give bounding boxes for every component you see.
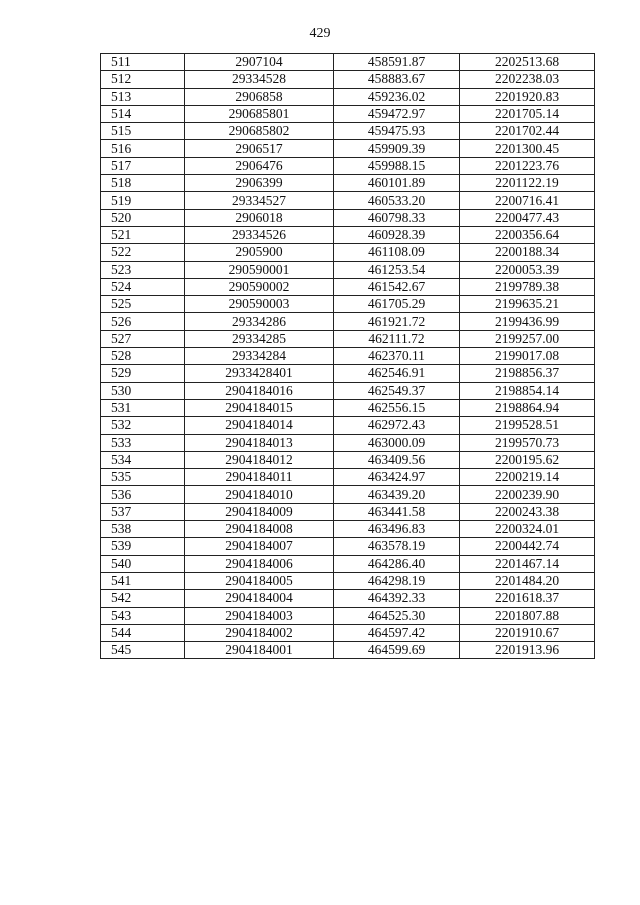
point-number-cell: 532 [101, 417, 185, 434]
y-coordinate-cell: 2201910.67 [460, 624, 595, 641]
table-row [101, 503, 595, 520]
point-id-cell: 2904184002 [185, 624, 334, 641]
y-coordinate-cell: 2201705.14 [460, 105, 595, 122]
x-coordinate-cell: 464597.42 [334, 624, 460, 641]
page-number: 429 [309, 26, 331, 41]
table-row [101, 451, 595, 468]
x-coordinate-cell: 461108.09 [334, 244, 460, 261]
y-coordinate-cell: 2201920.83 [460, 88, 595, 105]
x-coordinate-cell: 461921.72 [334, 313, 460, 330]
point-id-cell: 2904184005 [185, 572, 334, 589]
y-coordinate-cell: 2202513.68 [460, 54, 595, 71]
table-row [101, 71, 595, 88]
y-coordinate-cell: 2200442.74 [460, 538, 595, 555]
point-id-cell: 2933428401 [185, 365, 334, 382]
point-number-cell: 522 [101, 244, 185, 261]
x-coordinate-cell: 462370.11 [334, 348, 460, 365]
point-id-cell: 2904184011 [185, 469, 334, 486]
y-coordinate-cell: 2199789.38 [460, 278, 595, 295]
point-number-cell: 531 [101, 399, 185, 416]
x-coordinate-cell: 461542.67 [334, 278, 460, 295]
point-id-cell: 2904184008 [185, 521, 334, 538]
y-coordinate-cell: 2202238.03 [460, 71, 595, 88]
point-number-cell: 518 [101, 175, 185, 192]
point-number-cell: 539 [101, 538, 185, 555]
point-number-cell: 527 [101, 330, 185, 347]
point-number-cell: 516 [101, 140, 185, 157]
table-row [101, 209, 595, 226]
table-row [101, 365, 595, 382]
x-coordinate-cell: 461253.54 [334, 261, 460, 278]
point-number-cell: 525 [101, 296, 185, 313]
point-id-cell: 29334285 [185, 330, 334, 347]
point-id-cell: 2906858 [185, 88, 334, 105]
table-row [101, 330, 595, 347]
y-coordinate-cell: 2200053.39 [460, 261, 595, 278]
table-row [101, 538, 595, 555]
y-coordinate-cell: 2200477.43 [460, 209, 595, 226]
point-id-cell: 2907104 [185, 54, 334, 71]
x-coordinate-cell: 462111.72 [334, 330, 460, 347]
table-row [101, 642, 595, 659]
y-coordinate-cell: 2200188.34 [460, 244, 595, 261]
table-row [101, 54, 595, 71]
x-coordinate-cell: 462549.37 [334, 382, 460, 399]
x-coordinate-cell: 464525.30 [334, 607, 460, 624]
point-number-cell: 528 [101, 348, 185, 365]
y-coordinate-cell: 2201913.96 [460, 642, 595, 659]
point-id-cell: 2906517 [185, 140, 334, 157]
table-row [101, 226, 595, 243]
point-number-cell: 536 [101, 486, 185, 503]
y-coordinate-cell: 2200195.62 [460, 451, 595, 468]
point-number-cell: 538 [101, 521, 185, 538]
point-number-cell: 517 [101, 157, 185, 174]
x-coordinate-cell: 459988.15 [334, 157, 460, 174]
x-coordinate-cell: 461705.29 [334, 296, 460, 313]
point-id-cell: 29334284 [185, 348, 334, 365]
y-coordinate-cell: 2201122.19 [460, 175, 595, 192]
point-id-cell: 290590002 [185, 278, 334, 295]
y-coordinate-cell: 2199570.73 [460, 434, 595, 451]
table-row [101, 555, 595, 572]
point-number-cell: 515 [101, 123, 185, 140]
point-id-cell: 290590003 [185, 296, 334, 313]
point-id-cell: 2904184013 [185, 434, 334, 451]
y-coordinate-cell: 2200243.38 [460, 503, 595, 520]
y-coordinate-cell: 2199257.00 [460, 330, 595, 347]
point-number-cell: 530 [101, 382, 185, 399]
table-row [101, 123, 595, 140]
point-id-cell: 2904184014 [185, 417, 334, 434]
x-coordinate-cell: 460928.39 [334, 226, 460, 243]
x-coordinate-cell: 459236.02 [334, 88, 460, 105]
table-row [101, 417, 595, 434]
y-coordinate-cell: 2200239.90 [460, 486, 595, 503]
x-coordinate-cell: 464599.69 [334, 642, 460, 659]
y-coordinate-cell: 2198856.37 [460, 365, 595, 382]
y-coordinate-cell: 2201702.44 [460, 123, 595, 140]
point-number-cell: 543 [101, 607, 185, 624]
x-coordinate-cell: 463000.09 [334, 434, 460, 451]
point-id-cell: 2904184016 [185, 382, 334, 399]
table-row [101, 296, 595, 313]
table-row [101, 469, 595, 486]
point-id-cell: 2905900 [185, 244, 334, 261]
x-coordinate-cell: 458591.87 [334, 54, 460, 71]
point-number-cell: 519 [101, 192, 185, 209]
point-id-cell: 2906018 [185, 209, 334, 226]
x-coordinate-cell: 459909.39 [334, 140, 460, 157]
point-number-cell: 529 [101, 365, 185, 382]
point-id-cell: 2904184012 [185, 451, 334, 468]
table-row [101, 157, 595, 174]
point-number-cell: 540 [101, 555, 185, 572]
point-id-cell: 290590001 [185, 261, 334, 278]
table-row [101, 348, 595, 365]
point-number-cell: 535 [101, 469, 185, 486]
x-coordinate-cell: 464392.33 [334, 590, 460, 607]
x-coordinate-cell: 460798.33 [334, 209, 460, 226]
point-number-cell: 524 [101, 278, 185, 295]
point-id-cell: 2904184006 [185, 555, 334, 572]
table-row [101, 486, 595, 503]
y-coordinate-cell: 2201300.45 [460, 140, 595, 157]
y-coordinate-cell: 2200219.14 [460, 469, 595, 486]
point-number-cell: 533 [101, 434, 185, 451]
point-number-cell: 514 [101, 105, 185, 122]
table-row [101, 607, 595, 624]
table-row [101, 382, 595, 399]
x-coordinate-cell: 463496.83 [334, 521, 460, 538]
point-id-cell: 290685802 [185, 123, 334, 140]
y-coordinate-cell: 2199528.51 [460, 417, 595, 434]
point-id-cell: 29334286 [185, 313, 334, 330]
x-coordinate-cell: 463439.20 [334, 486, 460, 503]
point-number-cell: 545 [101, 642, 185, 659]
table-row [101, 175, 595, 192]
table-row [101, 88, 595, 105]
x-coordinate-cell: 458883.67 [334, 71, 460, 88]
point-number-cell: 513 [101, 88, 185, 105]
table-row [101, 261, 595, 278]
x-coordinate-cell: 464286.40 [334, 555, 460, 572]
point-id-cell: 2904184007 [185, 538, 334, 555]
table-row [101, 313, 595, 330]
x-coordinate-cell: 463578.19 [334, 538, 460, 555]
table-row [101, 278, 595, 295]
x-coordinate-cell: 464298.19 [334, 572, 460, 589]
y-coordinate-cell: 2199436.99 [460, 313, 595, 330]
point-number-cell: 520 [101, 209, 185, 226]
y-coordinate-cell: 2198864.94 [460, 399, 595, 416]
coordinates-table [100, 53, 595, 659]
table-row [101, 140, 595, 157]
table-row [101, 572, 595, 589]
point-id-cell: 2904184015 [185, 399, 334, 416]
table-row [101, 399, 595, 416]
y-coordinate-cell: 2201618.37 [460, 590, 595, 607]
point-id-cell: 29334527 [185, 192, 334, 209]
point-id-cell: 2906476 [185, 157, 334, 174]
x-coordinate-cell: 459475.93 [334, 123, 460, 140]
table-row [101, 244, 595, 261]
y-coordinate-cell: 2201484.20 [460, 572, 595, 589]
point-number-cell: 526 [101, 313, 185, 330]
table-row [101, 105, 595, 122]
table-row [101, 192, 595, 209]
point-id-cell: 2904184003 [185, 607, 334, 624]
y-coordinate-cell: 2198854.14 [460, 382, 595, 399]
x-coordinate-cell: 463441.58 [334, 503, 460, 520]
point-number-cell: 544 [101, 624, 185, 641]
x-coordinate-cell: 460533.20 [334, 192, 460, 209]
point-number-cell: 534 [101, 451, 185, 468]
point-number-cell: 521 [101, 226, 185, 243]
x-coordinate-cell: 463409.56 [334, 451, 460, 468]
point-id-cell: 2904184001 [185, 642, 334, 659]
point-number-cell: 511 [101, 54, 185, 71]
point-id-cell: 2904184010 [185, 486, 334, 503]
point-id-cell: 29334526 [185, 226, 334, 243]
x-coordinate-cell: 462546.91 [334, 365, 460, 382]
point-number-cell: 523 [101, 261, 185, 278]
x-coordinate-cell: 459472.97 [334, 105, 460, 122]
x-coordinate-cell: 462972.43 [334, 417, 460, 434]
y-coordinate-cell: 2199635.21 [460, 296, 595, 313]
table-row [101, 434, 595, 451]
point-id-cell: 2906399 [185, 175, 334, 192]
table-row [101, 624, 595, 641]
point-number-cell: 512 [101, 71, 185, 88]
y-coordinate-cell: 2201807.88 [460, 607, 595, 624]
point-number-cell: 537 [101, 503, 185, 520]
x-coordinate-cell: 460101.89 [334, 175, 460, 192]
point-id-cell: 2904184009 [185, 503, 334, 520]
point-id-cell: 29334528 [185, 71, 334, 88]
y-coordinate-cell: 2199017.08 [460, 348, 595, 365]
table-row [101, 521, 595, 538]
point-number-cell: 541 [101, 572, 185, 589]
x-coordinate-cell: 463424.97 [334, 469, 460, 486]
y-coordinate-cell: 2200716.41 [460, 192, 595, 209]
point-id-cell: 290685801 [185, 105, 334, 122]
table-body [101, 54, 595, 659]
y-coordinate-cell: 2200324.01 [460, 521, 595, 538]
y-coordinate-cell: 2200356.64 [460, 226, 595, 243]
y-coordinate-cell: 2201467.14 [460, 555, 595, 572]
table-row [101, 590, 595, 607]
y-coordinate-cell: 2201223.76 [460, 157, 595, 174]
point-number-cell: 542 [101, 590, 185, 607]
x-coordinate-cell: 462556.15 [334, 399, 460, 416]
point-id-cell: 2904184004 [185, 590, 334, 607]
